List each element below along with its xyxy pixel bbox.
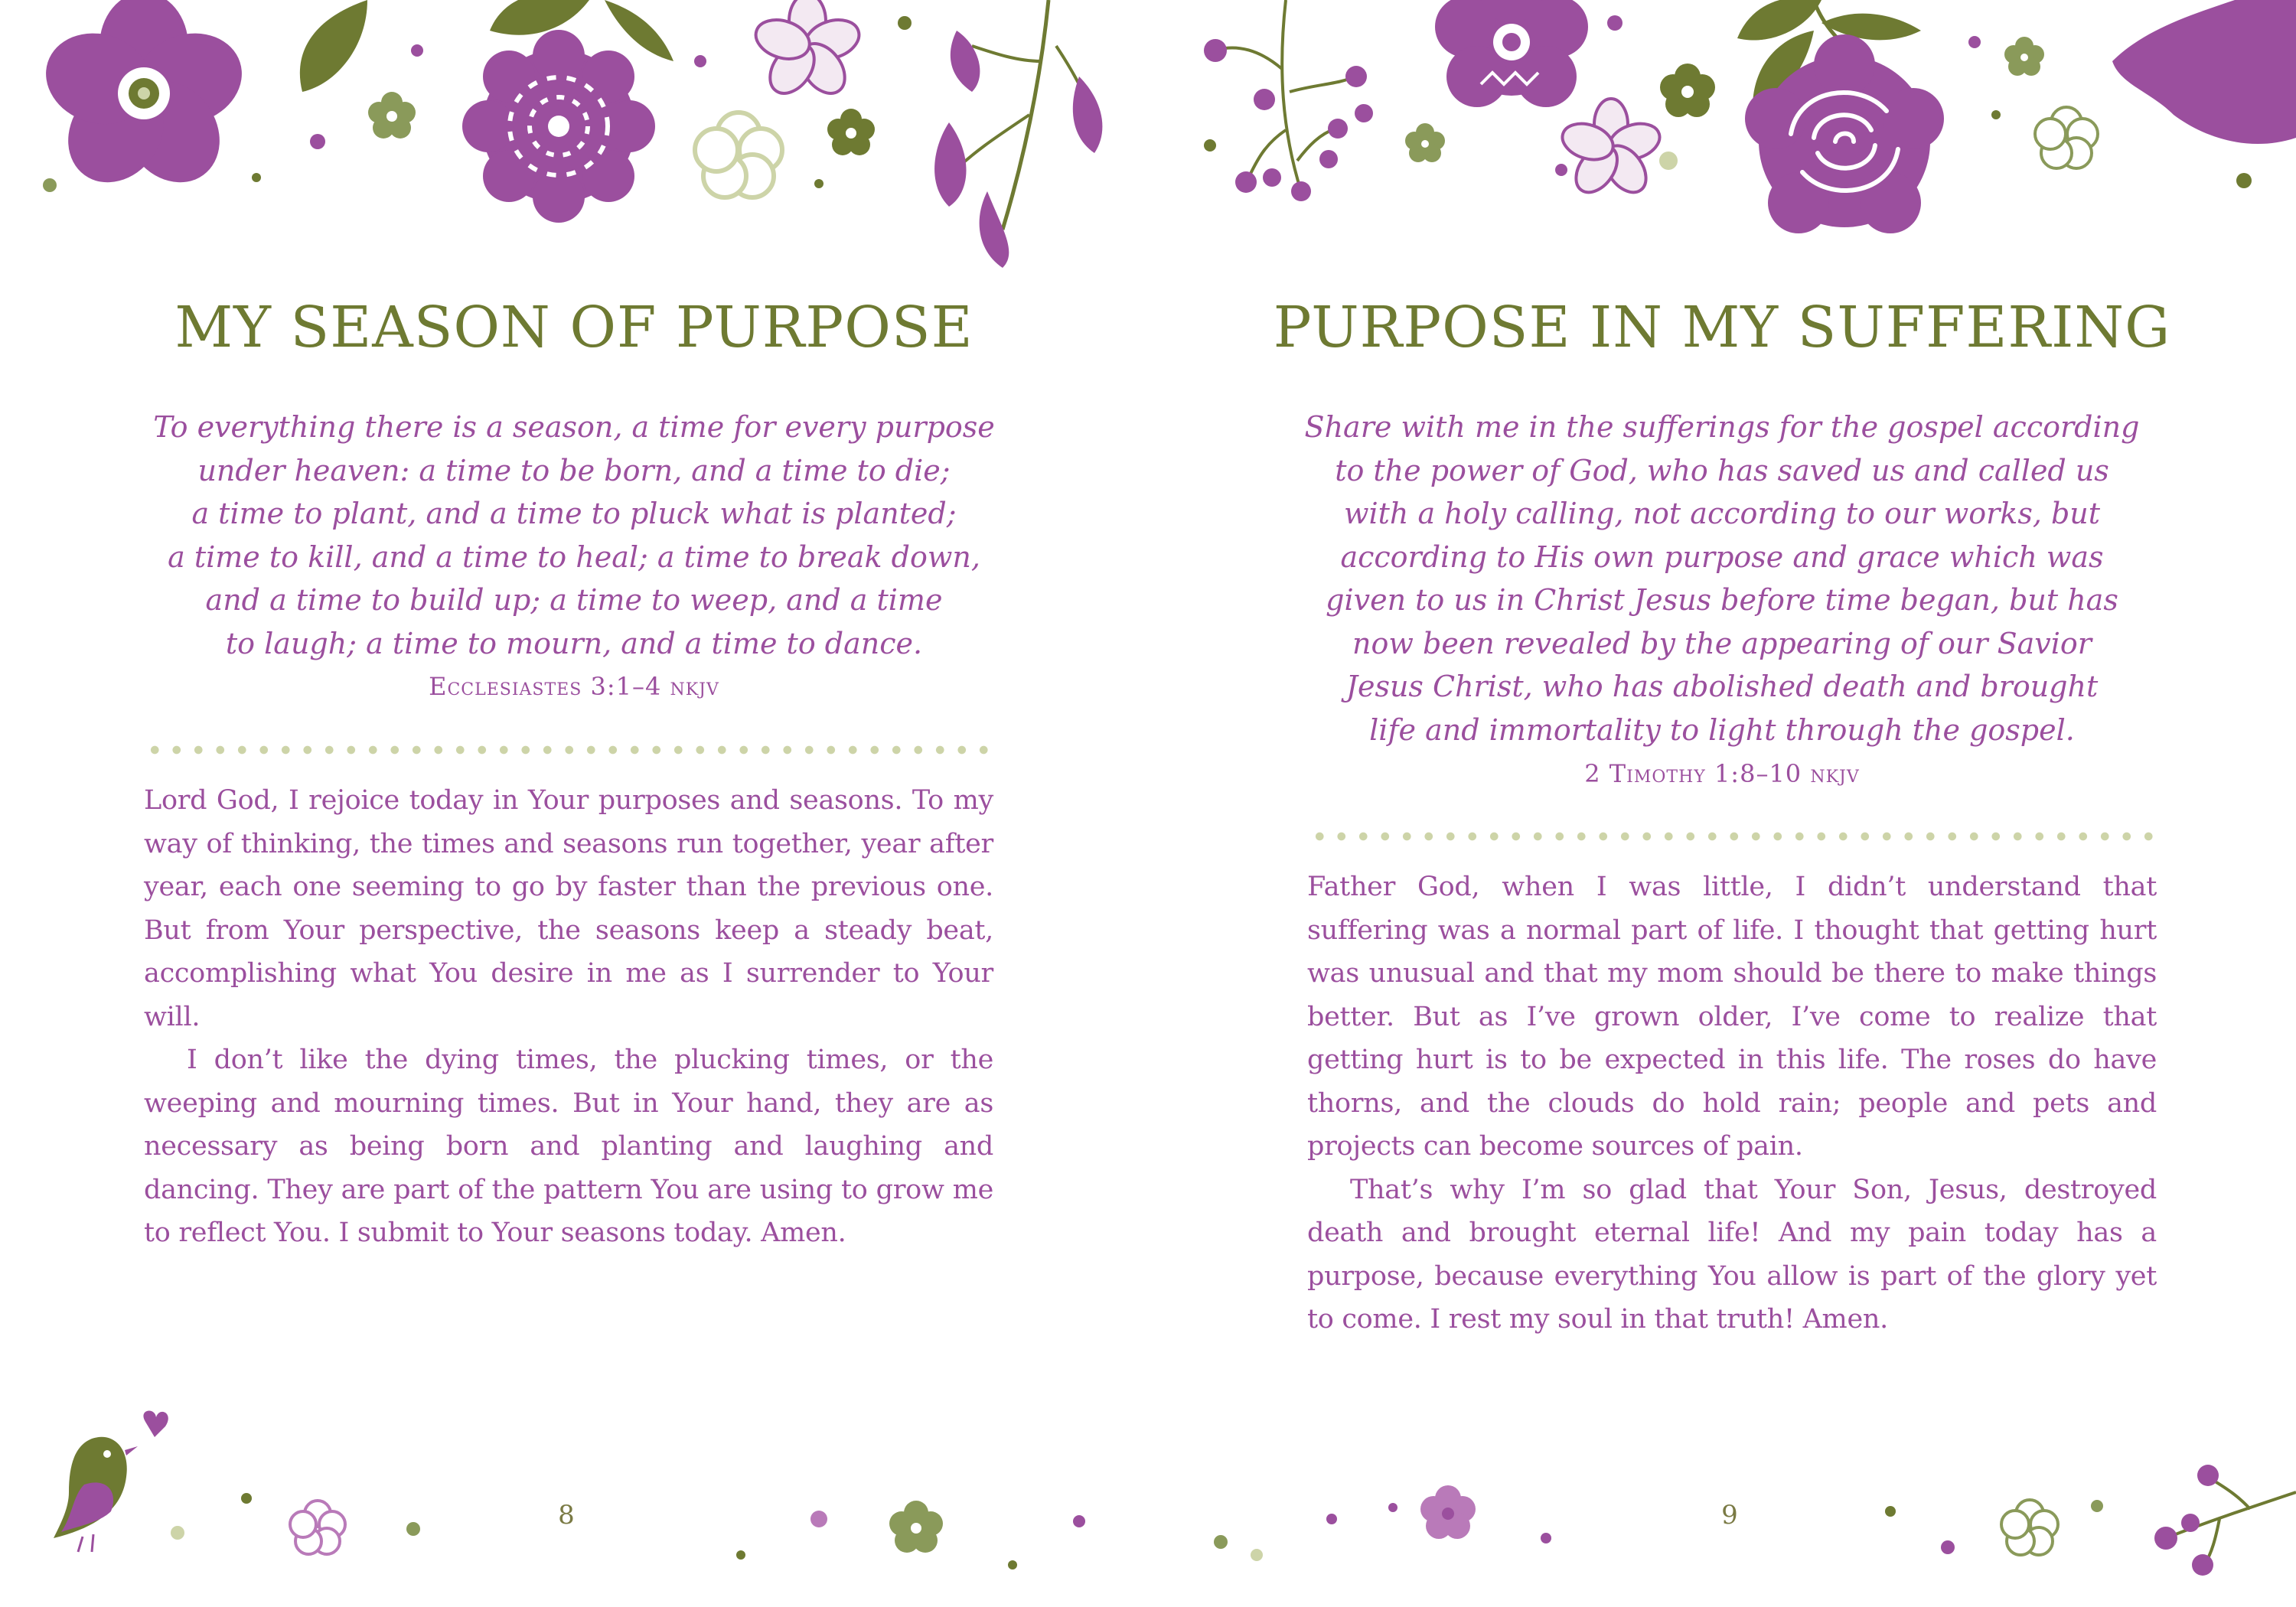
- berry-branch-icon: [1204, 0, 1373, 201]
- small-green-flower-icon: [889, 1501, 943, 1553]
- tulip-flower-icon: [2112, 0, 2296, 191]
- page-number: 9: [1721, 1500, 1738, 1530]
- sage-flower-icon: [2035, 107, 2098, 168]
- bird-icon: [54, 1410, 168, 1552]
- sage-flower-icon: [2001, 1500, 2058, 1555]
- prayer-paragraph: I don’t like the dying times, the plucking times, or the weeping and mourning times. But in Your hand, they are as necessary as being born and planting and laughing and dancing. They are part of the pattern You are using to grow me to reflect You. I submit to Your seasons today. Amen.: [144, 1045, 993, 1248]
- round-flower-icon: [462, 30, 655, 223]
- rose-flower-icon: [1745, 34, 1944, 233]
- fuchsia-bud-icon: [934, 0, 1102, 268]
- dot-icon: [1204, 15, 2252, 188]
- verse-line: a time to kill, and a time to heal; a time to break down,: [168, 539, 980, 574]
- leaf-icon: [1737, 0, 1921, 107]
- small-green-flower-icon: [1405, 123, 1445, 162]
- outline-flower-icon: [290, 1501, 345, 1554]
- small-green-flower-icon: [2004, 37, 2044, 76]
- outline-flower-icon: [751, 0, 864, 102]
- prayer-paragraph: That’s why I’m so glad that Your Son, Jesus, destroyed death and brought eternal life! And my pain today has a purpose, because everything You allow is part of the glory yet to come. I rest my soul in that truth! Amen.: [1307, 1174, 2157, 1335]
- verse-line: life and immortality to light through the gospel.: [1369, 712, 2075, 747]
- verse-line: a time to plant, and a time to pluck what is planted;: [191, 497, 957, 530]
- scripture-verse: [1148, 406, 2296, 751]
- dotted-divider: [144, 745, 995, 755]
- small-green-flower-icon: [1660, 64, 1715, 117]
- verse-line: to the power of God, who has saved us and called us: [1335, 453, 2109, 487]
- berry-branch-icon: [2154, 1465, 2296, 1576]
- scripture-verse: [0, 406, 1148, 665]
- dot-icon: [171, 1493, 1085, 1570]
- verse-line: Share with me in the sufferings for the gospel according: [1304, 410, 2140, 444]
- prayer-text: [144, 779, 993, 1255]
- verse-line: according to His own purpose and grace which was: [1340, 539, 2104, 574]
- scripture-reference: 2 Timothy 1:8–10 nkjv: [1584, 759, 1860, 788]
- verse-line: now been revealed by the appearing of our Savior: [1352, 626, 2092, 660]
- scripture-reference: Ecclesiastes 3:1–4 nkjv: [429, 672, 719, 701]
- floral-header-decoration: [1148, 0, 2296, 291]
- prayer-paragraph: Father God, when I was little, I didn’t understand that suffering was a normal part of life. I thought that getting hurt was unusual and that my mom should be there to make things better. But as I’ve grown older, I’ve come to realize that getting hurt is to be expected in this life. The roses do have thorns, and the clouds do hold rain; people and pets and projects can become sources of pain.: [1307, 872, 2157, 1162]
- small-green-flower-icon: [368, 92, 875, 155]
- purple-flower-icon: [34, 0, 254, 201]
- small-purple-flower-icon: [1420, 1485, 1476, 1539]
- verse-line: with a holy calling, not according to our works, but: [1343, 497, 2101, 530]
- verse-line: given to us in Christ Jesus before time began, but has: [1326, 583, 2118, 617]
- dot-icon: [1214, 1500, 2103, 1561]
- floral-header-decoration: [0, 0, 1148, 291]
- dot-icon: [43, 16, 912, 192]
- prayer-text: [1307, 865, 2157, 1341]
- verse-line: Jesus Christ, who has abolished death and brought: [1345, 670, 2099, 703]
- verse-line: and a time to build up; a time to weep, and a time: [205, 583, 943, 617]
- page-title: PURPOSE IN MY SUFFERING: [1273, 295, 2171, 360]
- leaf-icon: [300, 0, 673, 92]
- sage-flower-icon: [695, 112, 782, 197]
- verse-line: To everything there is a season, a time for every purpose: [153, 410, 995, 444]
- page-number: 8: [558, 1500, 575, 1530]
- right-page: [1148, 0, 2296, 1607]
- verse-line: under heaven: a time to be born, and a time to die;: [197, 453, 951, 487]
- verse-line: to laugh; a time to mourn, and a time to dance.: [225, 626, 923, 660]
- dotted-divider: [1309, 831, 2158, 842]
- prayer-paragraph: Lord God, I rejoice today in Your purposes and seasons. To my way of thinking, the times and seasons run together, year after year, each one seeming to go by faster than the previous one. But from Your perspective, the seasons keep a steady beat, accomplishing what You desire in me as I surrender to Your will.: [144, 785, 993, 1032]
- purple-flower-icon: [1435, 0, 1588, 107]
- outline-flower-icon: [1557, 99, 1664, 200]
- page-title: MY SEASON OF PURPOSE: [174, 295, 974, 360]
